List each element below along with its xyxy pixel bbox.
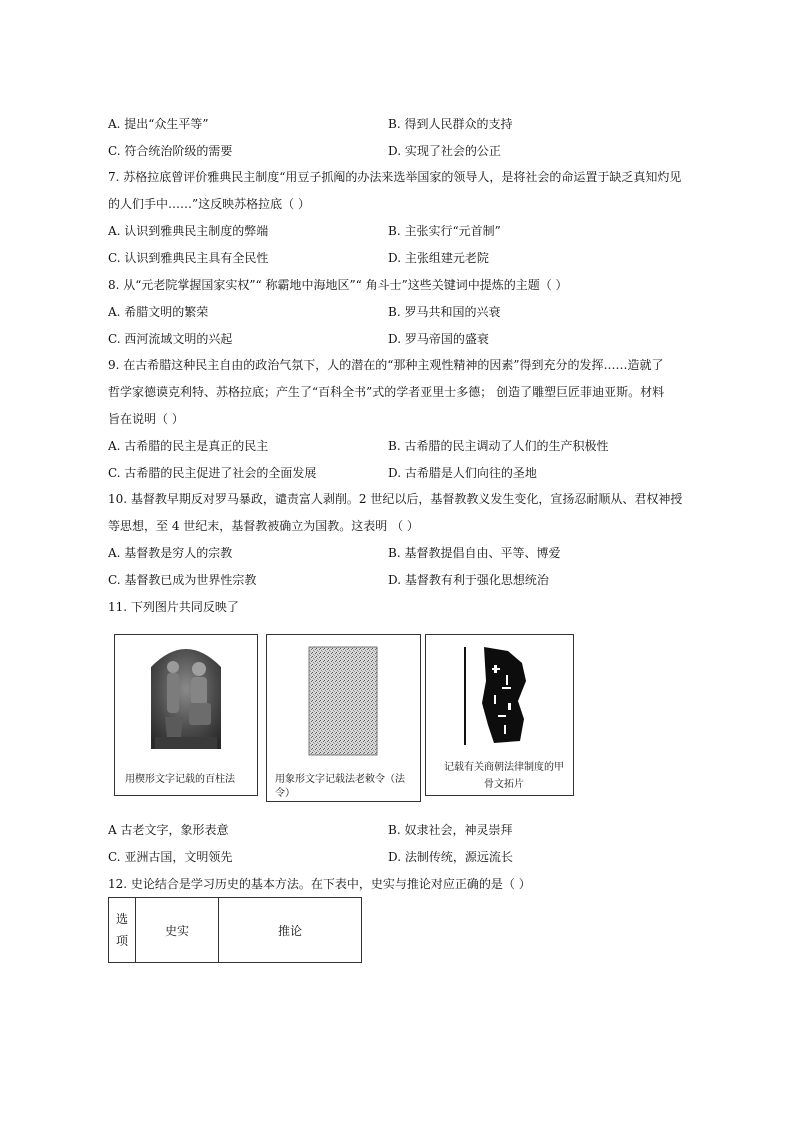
q11-figure-2 — [266, 634, 421, 802]
q11-option-c: C. 亚洲古国，文明领先 — [108, 850, 233, 864]
q10-stem-line-2: 等思想，至 4 世纪末，基督教被确立为国教。这表明 （ ） — [108, 519, 419, 533]
q11-option-a: A 古老文字，象形表意 — [108, 823, 229, 837]
q9-option-d: D. 古希腊是人们向往的圣地 — [388, 466, 537, 480]
q6-option-b: B. 得到人民群众的支持 — [388, 117, 513, 131]
q8-option-d: D. 罗马帝国的盛衰 — [388, 332, 489, 346]
q6-option-c: C. 符合统治阶级的需要 — [108, 144, 233, 158]
q6-option-a: A. 提出“众生平等” — [108, 117, 209, 131]
q11-option-d: D. 法制传统，源远流长 — [388, 850, 513, 864]
table-header-row — [109, 898, 362, 963]
q7-stem-line-2: 的人们手中……”这反映苏格拉底（ ） — [108, 197, 310, 211]
q11-figure-1 — [114, 634, 258, 796]
table-header-option-line-1: 选 — [115, 912, 128, 926]
q7-option-c: C. 认识到雅典民主具有全民性 — [108, 251, 269, 265]
q11-figure-1-caption: 用楔形文字记载的百柱法 — [125, 774, 235, 785]
table-header-inference: 推论 — [219, 898, 362, 963]
q9-stem-line-1: 9. 在古希腊这种民主自由的政治气氛下，人的潜在的“那种主观性精神的因素”得到充分的发挥……造就了 — [108, 358, 664, 372]
q7-option-d: D. 主张组建元老院 — [388, 251, 489, 265]
oracle-bone-image — [464, 641, 564, 751]
q10-option-c: C. 基督教已成为世界性宗教 — [108, 573, 257, 587]
q7-stem-line-1: 7. 苏格拉底曾评价雅典民主制度“用豆子抓阄的办法来选举国家的领导人，是将社会的命运置于缺乏真知灼见 — [108, 170, 682, 184]
q8-stem: 8. 从“元老院掌握国家实权”“ 称霸地中海地区”“ 角斗士”这些关键词中提炼的主题（ ） — [108, 278, 568, 292]
q6-option-d: D. 实现了社会的公正 — [388, 144, 501, 158]
table-header-fact: 史实 — [136, 898, 219, 963]
q11-figure-2-caption: 用象形文字记载法老敕令（法令） — [275, 774, 405, 799]
q11-figure-3-caption: 记载有关商朝法律制度的甲骨文拓片 — [444, 762, 564, 790]
q11-figure-3 — [425, 634, 574, 796]
q9-option-c: C. 古希腊的民主促进了社会的全面发展 — [108, 466, 317, 480]
q11-stem: 11. 下列图片共同反映了 — [108, 600, 239, 614]
q8-option-c: C. 西河流域文明的兴起 — [108, 332, 233, 346]
q12-stem: 12. 史论结合是学习历史的基本方法。在下表中，史实与推论对应正确的是（ ） — [108, 877, 531, 891]
table-header-option-line-2: 项 — [115, 934, 128, 948]
q7-option-b: B. 主张实行“元首制” — [388, 224, 501, 238]
table-header-option — [109, 898, 136, 963]
q10-option-b: B. 基督教提倡自由、平等、博爱 — [388, 546, 561, 560]
q7-option-a: A. 认识到雅典民主制度的弊端 — [108, 224, 269, 238]
q9-option-a: A. 古希腊的民主是真正的民主 — [108, 439, 269, 453]
stele-image — [145, 637, 227, 749]
q11-option-b: B. 奴隶社会，神灵崇拜 — [388, 823, 513, 837]
q9-option-b: B. 古希腊的民主调动了人们的生产积极性 — [388, 439, 609, 453]
q9-stem-line-3: 旨在说明（ ） — [108, 412, 184, 426]
tablet-image — [307, 645, 379, 757]
q8-option-a: A. 希腊文明的繁荣 — [108, 305, 209, 319]
q9-stem-line-2: 哲学家德谟克利特、苏格拉底；产生了“百科全书”式的学者亚里士多德； 创造了雕塑巨匠菲迪亚斯。材料 — [108, 385, 665, 399]
q10-option-a: A. 基督教是穷人的宗教 — [108, 546, 233, 560]
q10-stem-line-1: 10. 基督教早期反对罗马暴政，谴责富人剥削。2 世纪以后，基督教教义发生变化，宣扬忍耐顺从、君权神授 — [108, 492, 683, 506]
q10-option-d: D. 基督教有利于强化思想统治 — [388, 573, 549, 587]
q8-option-b: B. 罗马共和国的兴衰 — [388, 305, 501, 319]
q12-table — [108, 897, 362, 963]
